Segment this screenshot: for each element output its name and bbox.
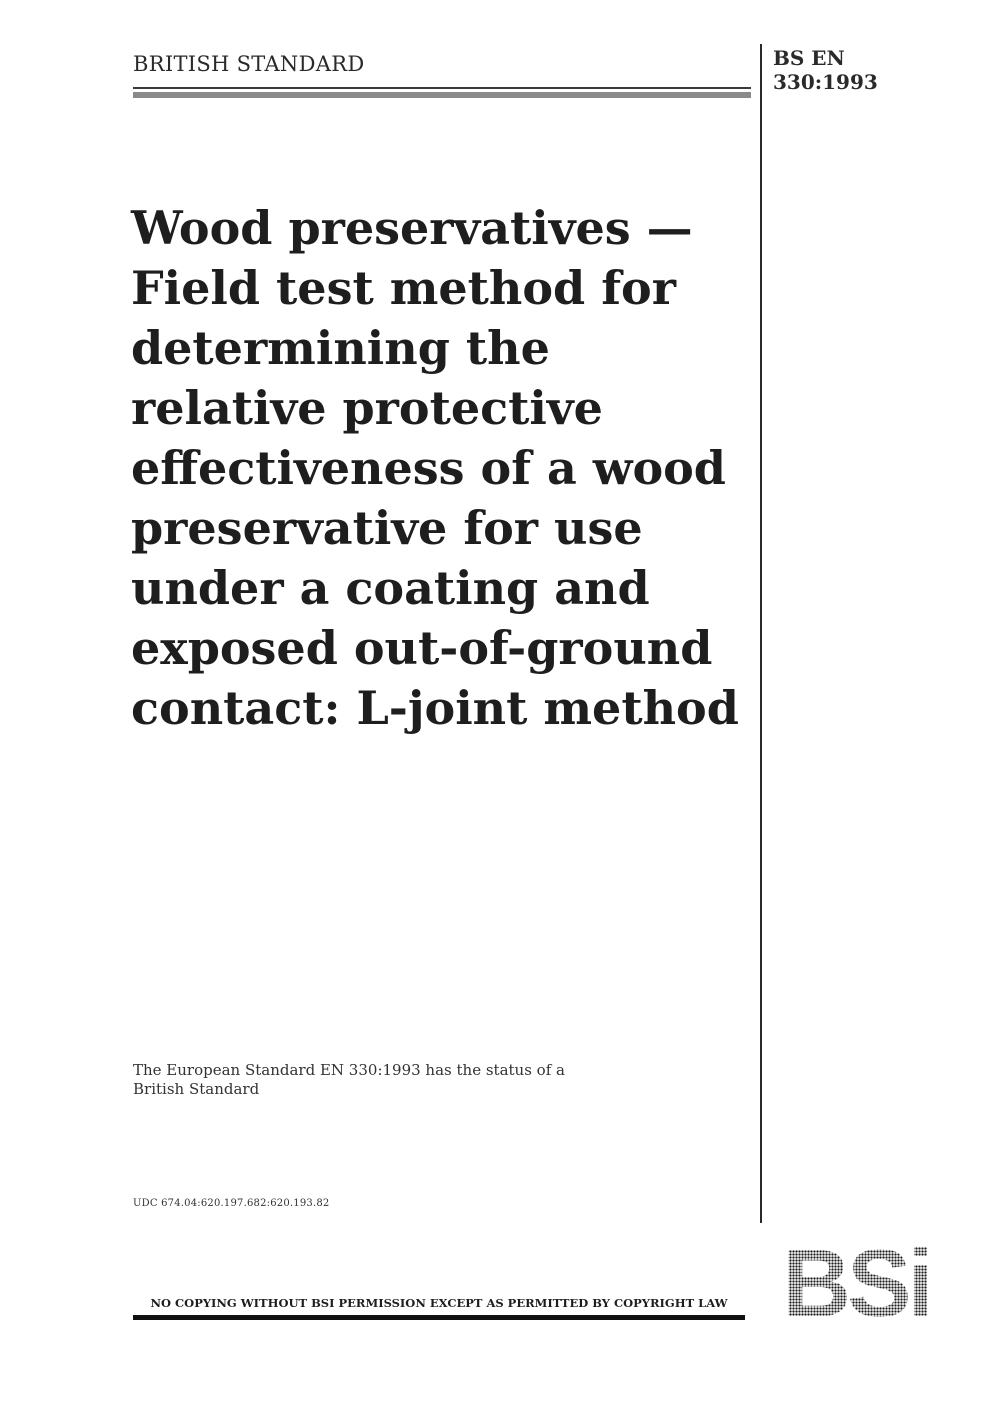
bsi-logo	[768, 1244, 944, 1322]
title-line: under a coating and	[131, 561, 650, 615]
standard-number-line2: 330:1993	[773, 70, 878, 94]
header-rule-thin	[133, 87, 751, 89]
header-label: BRITISH STANDARD	[133, 52, 365, 76]
status-line1: The European Standard EN 330:1993 has the status of a	[133, 1061, 565, 1079]
standard-number-line1: BS EN	[773, 46, 845, 70]
title-line: Field test method for	[131, 261, 676, 315]
udc-code: UDC 674.04:620.197.682:620.193.82	[133, 1198, 330, 1209]
title-line: Wood preservatives —	[131, 201, 693, 255]
title-line: effectiveness of a wood	[131, 441, 726, 495]
title-line: contact: L-joint method	[131, 681, 739, 735]
title-line: exposed out-of-ground	[131, 621, 713, 675]
status-line2: British Standard	[133, 1080, 260, 1098]
vertical-divider	[760, 44, 762, 1223]
footer-rule	[133, 1315, 745, 1320]
document-title	[131, 198, 751, 738]
header-rule-thick	[133, 92, 751, 98]
bsi-logo-text: BSi	[781, 1244, 931, 1322]
title-line: relative protective	[131, 381, 603, 435]
status-statement	[133, 1061, 565, 1099]
title-line: determining the	[131, 321, 550, 375]
title-line: preservative for use	[131, 501, 643, 555]
copyright-notice: NO COPYING WITHOUT BSI PERMISSION EXCEPT AS PERMITTED BY COPYRIGHT LAW	[150, 1296, 728, 1310]
standard-number	[773, 46, 878, 94]
